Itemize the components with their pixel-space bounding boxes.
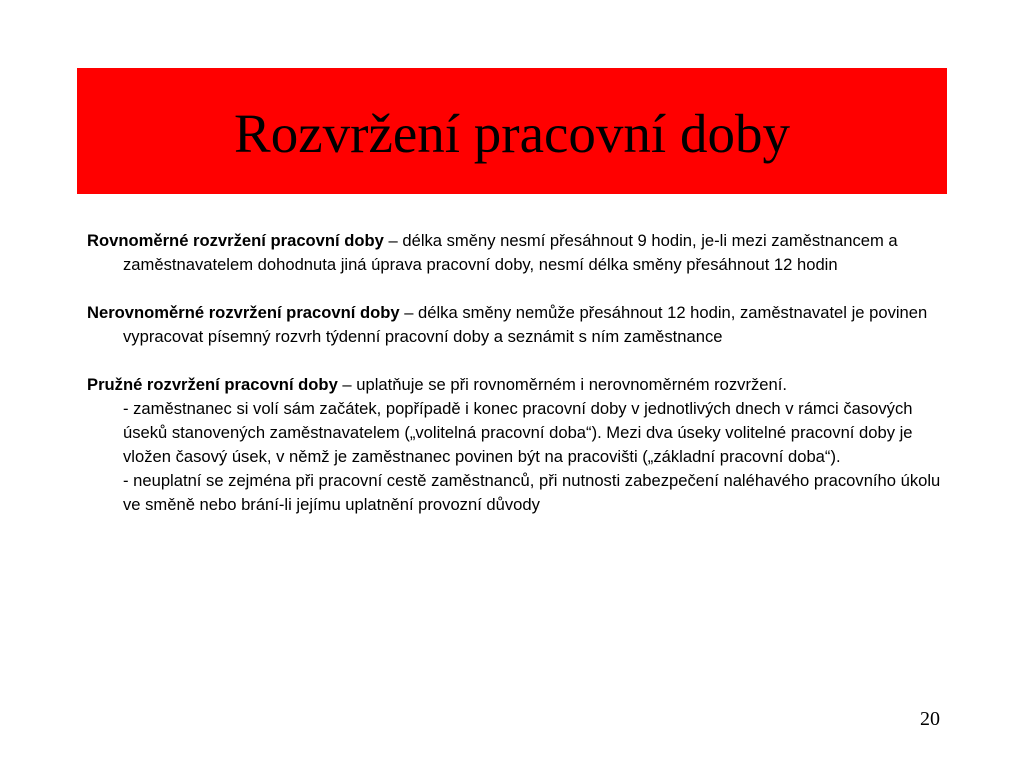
- page-number: 20: [920, 708, 940, 730]
- slide-body: [87, 229, 947, 541]
- slide-title: Rozvržení pracovní doby: [234, 102, 790, 164]
- definition-flexible-distribution: – uplatňuje se při rovnoměrném i nerovnoměrném rozvržení.: [337, 375, 787, 394]
- paragraph-even-distribution: [87, 229, 947, 277]
- definition-even-distribution: – délka směny nesmí přesáhnout 9 hodin, je-li mezi zaměstnancem a zaměstnavatelem dohodnuta jiná úprava pracovní doby, nesmí délka směny přesáhnout 12 hodin: [123, 231, 898, 274]
- term-even-distribution: Rovnoměrné rozvržení pracovní doby: [87, 231, 384, 250]
- title-banner: [77, 68, 947, 194]
- flexible-item-choice: - zaměstnanec si volí sám začátek, popřípadě i konec pracovní doby v jednotlivých dnech v rámci časových úseků stanovených zaměstnavatelem („volitelná pracovní doba“). Mezi dva úseky volitelné pracovní doby je vložen časový úsek, v němž je zaměstnanec povinen být na pracovišti („základní pracovní doba“).: [123, 399, 913, 466]
- term-flexible-distribution: Pružné rozvržení pracovní doby: [87, 375, 338, 394]
- flexible-item-exceptions: - neuplatní se zejména při pracovní cestě zaměstnanců, při nutnosti zabezpečení naléhavého pracovního úkolu ve směně nebo brání-li jejímu uplatnění provozní důvody: [123, 471, 941, 514]
- definition-uneven-distribution: – délka směny nemůže přesáhnout 12 hodin, zaměstnavatel je povinen vypracovat písemný rozvrh týdenní pracovní doby a seznámit s ním zaměstnance: [123, 303, 928, 346]
- term-uneven-distribution: Nerovnoměrné rozvržení pracovní doby: [87, 303, 400, 322]
- paragraph-uneven-distribution: [87, 301, 947, 349]
- paragraph-flexible-distribution: [87, 373, 947, 517]
